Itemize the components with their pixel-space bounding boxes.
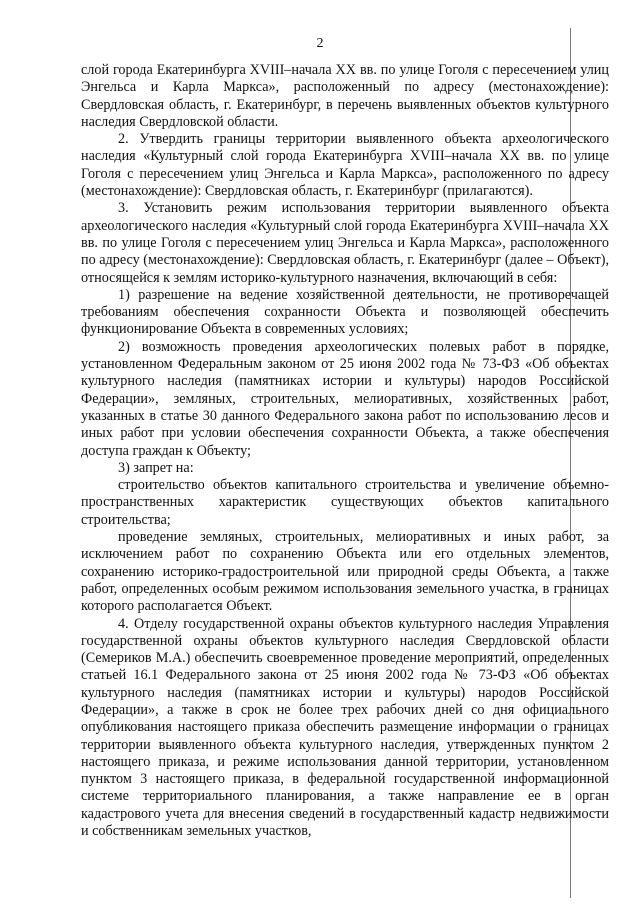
paragraph-intro-continuation: слой города Екатеринбурга XVIII–начала XX вв. по улице Гоголя с пересечением улиц Энгельса и Карла Маркса», расположенный по адресу (местонахождение): Свердловская область, г. Екатеринбург, в перечень выявленных объектов культурного наследия Свердловской области. (81, 62, 609, 130)
document-body (81, 62, 609, 840)
paragraph-subitem-3: 3) запрет на: (118, 459, 194, 476)
paragraph-item-2: 2. Утвердить границы территории выявленного объекта археологического наследия «Культурный слой города Екатеринбурга XVIII–начала XX вв. по улице Гоголя с пересечением улиц Энгельса и Карла Маркса», расположенного по адресу (местонахождение): Свердловская область, г. Екатеринбург (прилагаются). (81, 131, 609, 200)
page-number: 2 (316, 36, 324, 51)
paragraph-prohibition-works: проведение земляных, строительных, мелиоративных и иных работ, за исключением работ по сохранению Объекта или его отдельных элементов, сохранению историко-градостроительной или природной среды Объекта, а также работ, определенных особым режимом использования земельного участка, в границах которого располагается Объект. (81, 529, 609, 615)
paragraph-item-4: 4. Отделу государственной охраны объектов культурного наследия Управления государственной охраны объектов культурного наследия Свердловской области (Семериков М.А.) обеспечить своевременное проведение мероприятий, определенных статьей 16.1 Федерального закона от 25 июня 2002 года № 73-ФЗ «Об объектах культурного наследия (памятниках истории и культуры) народов Российской Федерации», а также в срок не более трех рабочих дней со дня официального опубликования настоящего приказа обеспечить размещение информации о границах территории выявленного объекта культурного наследия, утвержденных пунктом 2 настоящего приказа, и режиме использования данной территории, установленном пунктом 3 настоящего приказа, в федеральной государственной информационной системе территориального планирования, а также направление ее в орган кадастрового учета для внесения сведений в государственный кадастр недвижимости и собственникам земельных участков, (81, 615, 609, 840)
paragraph-prohibition-construction: строительство объектов капитального строительства и увеличение объемно-пространственных характеристик существующих объектов капитального строительства; (81, 477, 609, 528)
paragraph-subitem-1: 1) разрешение на ведение хозяйственной деятельности, не противоречащей требованиям обеспечения сохранности Объекта и позволяющей обеспечить функционирование Объекта в современных условиях; (81, 286, 609, 338)
paragraph-subitem-2: 2) возможность проведения археологических полевых работ в порядке, установленном Федеральным законом от 25 июня 2002 года № 73-ФЗ «Об объектах культурного наследия (памятниках истории и культуры) народов Российской Федерации», земляных, строительных, мелиоративных, хозяйственных работ, указанных в статье 30 данного Федерального закона работ по использованию лесов и иных работ при условии обеспечения сохранности Объекта, а также обеспечения доступа граждан к Объекту; (81, 338, 609, 459)
paragraph-item-3: 3. Установить режим использования территории выявленного объекта археологического наследия «Культурный слой города Екатеринбурга XVIII–начала XX вв. по улице Гоголя с пересечением улиц Энгельса и Карла Маркса», расположенного по адресу (местонахождение): Свердловская область, г. Екатеринбург (далее – Объект), относящейся к землям историко-культурного назначения, включающий в себя: (81, 200, 609, 286)
